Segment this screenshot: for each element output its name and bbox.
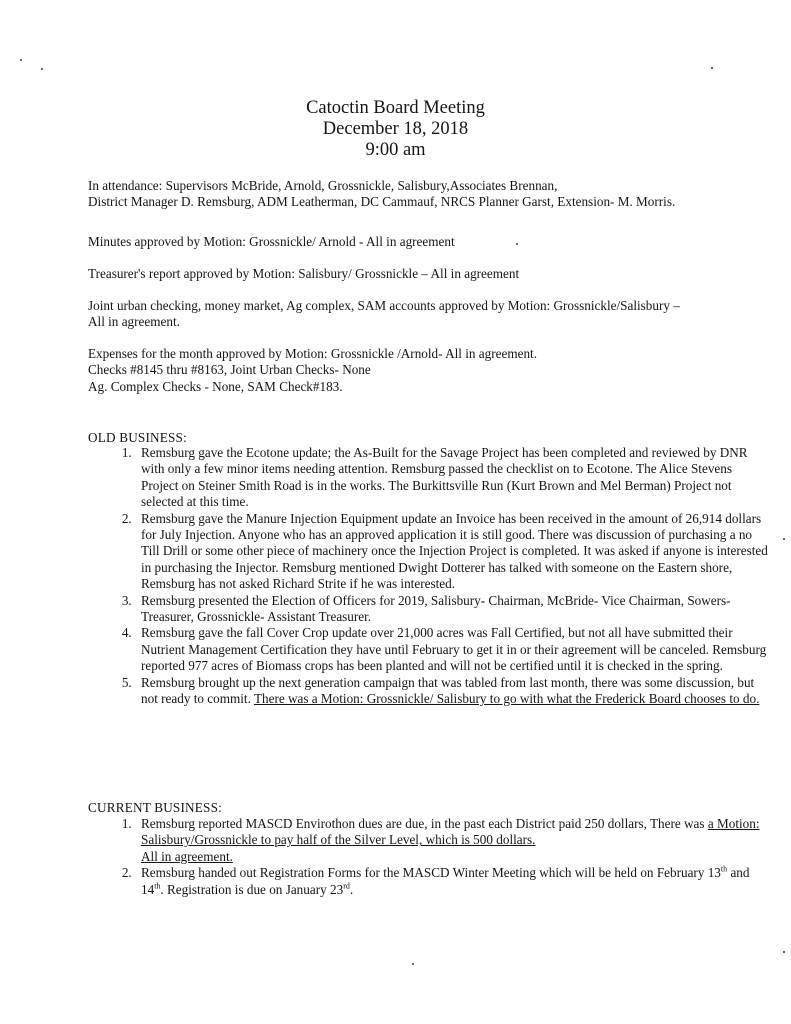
scan-speck xyxy=(711,67,713,69)
expenses-line: Checks #8145 thru #8163, Joint Urban Checks- None xyxy=(88,362,371,378)
meeting-time: 9:00 am xyxy=(365,140,426,160)
scan-speck xyxy=(783,951,785,953)
list-item-text: Remsburg gave the fall Cover Crop update over 21,000 acres was Fall Certified, but not all have submitted their Nutrient Management Certification they have until February to get it in or their agreement will be canceled. Remsburg reported 977 acres of Biomass crops has been planted and will not be certified until it is checked in the spring. xyxy=(141,625,767,674)
attendance-line: In attendance: Supervisors McBride, Arnold, Grossnickle, Salisbury,Associates Brennan, xyxy=(88,178,558,193)
treasurer-paragraph: Treasurer's report approved by Motion: Salisbury/ Grossnickle – All in agreement xyxy=(88,266,520,281)
list-item-text: February 13 xyxy=(656,865,721,881)
list-item xyxy=(135,675,769,708)
current-business-list xyxy=(88,816,769,898)
ordinal-suffix: rd xyxy=(343,881,350,891)
meeting-date: December 18, 2018 xyxy=(322,119,469,139)
list-item xyxy=(135,445,769,511)
accounts-line: Joint urban checking, money market, Ag complex, SAM accounts approved by Motion: Grossnickle/Salisbury – xyxy=(88,298,680,313)
scan-speck xyxy=(783,538,785,540)
list-item xyxy=(135,625,769,674)
expenses-line: Expenses for the month approved by Motion: Grossnickle /Arnold- All in agreement. xyxy=(88,346,538,361)
minutes-paragraph: Minutes approved by Motion: Grossnickle/ Arnold - All in agreement xyxy=(88,234,455,249)
list-item xyxy=(135,593,769,626)
list-item-text: There was xyxy=(649,816,705,831)
attendance-paragraph xyxy=(88,178,728,211)
list-item-text: . Registration is due on January 23 xyxy=(160,881,344,897)
list-item xyxy=(135,511,769,593)
old-business-heading: OLD BUSINESS: xyxy=(88,430,187,445)
motion-text: a Motion: Salisbury/Grossnickle to pay half of the Silver Level, which is 500 dollars. xyxy=(141,816,760,848)
document-title: Catoctin Board Meeting xyxy=(306,98,485,118)
expenses-paragraph xyxy=(88,346,728,395)
list-item-text: and 14 xyxy=(141,865,750,897)
list-item-text: Remsburg brought up the next generation campaign that was tabled from last month, there was some discussion, but not ready to commit. xyxy=(141,674,755,707)
list-item-text: Remsburg reported MASCD Envirothon dues are due, in the past each District paid 250 dollars, xyxy=(141,816,647,831)
scan-speck xyxy=(412,963,414,965)
list-item-text: Remsburg handed out Registration Forms for the MASCD Winter Meeting which will be held on xyxy=(141,865,654,881)
agreement-text: All in agreement. xyxy=(141,848,233,864)
motion-text: There was a Motion: Grossnickle/ Salisbury to go with what the Frederick Board chooses to do. xyxy=(253,691,760,707)
scan-speck xyxy=(20,59,22,61)
list-item-text: Remsburg gave the Manure Injection Equipment update an Invoice has been received in the amount of 26,914 dollars for July Injection. Anyone who has an approved application it is still good. There was discussion of purchasing a no Till Drill or some other piece of machinery once the Injection Project is completed. It was asked if anyone is interested in purchasing the Injector. Remsburg mentioned Dwight Dotterer has talked with someone on the Eastern shore, Remsburg has not asked Richard Strite if he was interested. xyxy=(141,510,768,592)
ordinal-suffix: th xyxy=(720,864,728,874)
scan-speck xyxy=(41,68,43,70)
list-item-text: Remsburg presented the Election of Officers for 2019, Salisbury- Chairman, McBride- Vice Chairman, Sowers- Treasurer, Grossnickle- Assistant Treasurer. xyxy=(141,592,731,625)
list-item xyxy=(135,865,769,898)
attendance-line: District Manager D. Remsburg, ADM Leatherman, DC Cammauf, NRCS Planner Garst, Extension- M. Morris. xyxy=(88,194,676,210)
accounts-paragraph xyxy=(88,298,728,331)
list-item xyxy=(135,816,769,865)
list-item-text: . xyxy=(349,881,354,897)
document-header xyxy=(0,98,791,161)
old-business-list xyxy=(88,445,769,708)
current-business-heading: CURRENT BUSINESS: xyxy=(88,800,222,815)
accounts-line: All in agreement. xyxy=(88,314,180,330)
ordinal-suffix: th xyxy=(154,881,161,891)
list-item-text: Remsburg gave the Ecotone update; the As-Built for the Savage Project has been completed and reviewed by DNR with only a few minor items needing attention. Remsburg passed the checklist on to Ecotone. The Alice Stevens Project on Steiner Smith Road is in the works. The Burkittsville Run (Kurt Brown and Mel Berman) Project not selected at this time. xyxy=(141,445,748,510)
expenses-line: Ag. Complex Checks - None, SAM Check#183. xyxy=(88,378,343,394)
